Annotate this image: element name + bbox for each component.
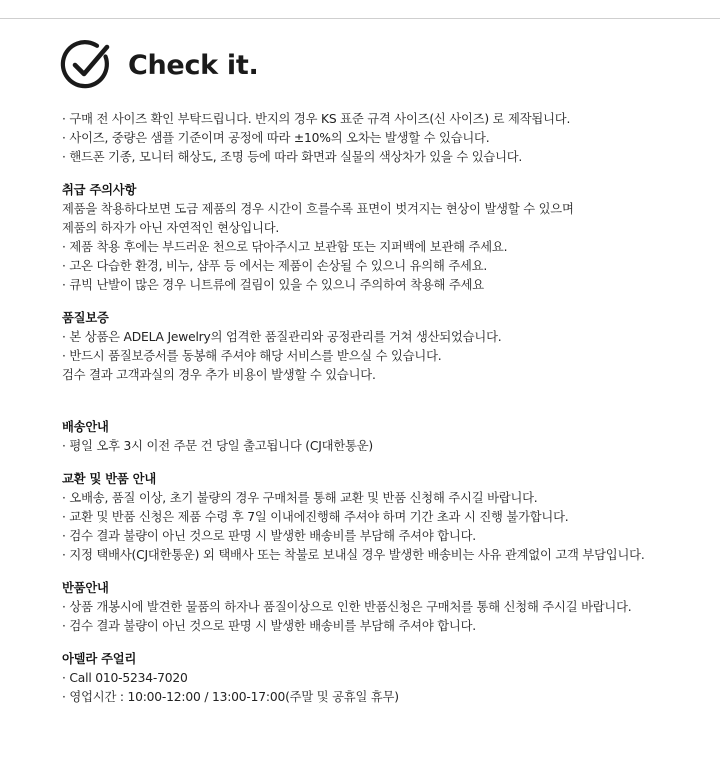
intro-line: · 구매 전 사이즈 확인 부탁드립니다. 반지의 경우 KS 표준 규격 사이즈(신 사이즈) 로 제작됩니다.	[62, 112, 571, 126]
section-line: · 오배송, 품질 이상, 초기 불량의 경우 구매처를 통해 교환 및 반품 신청해 주시길 바랍니다.	[62, 491, 538, 505]
section-line: 제품의 하자가 아닌 자연적인 현상입니다.	[62, 221, 280, 235]
section-title: 아델라 주얼리	[62, 652, 137, 666]
intro-notes	[62, 110, 712, 167]
quality-section	[62, 309, 712, 385]
section-title: 취급 주의사항	[62, 183, 137, 197]
return-section	[62, 579, 712, 636]
section-line: · 고온 다습한 환경, 비누, 샴푸 등 에서는 제품이 손상될 수 있으니 유의해 주세요.	[62, 259, 488, 273]
page-title: Check it.	[128, 49, 259, 81]
section-title: 품질보증	[62, 311, 109, 325]
section-line: 제품을 착용하다보면 도금 제품의 경우 시간이 흐를수록 표면이 벗겨지는 현상이 발생할 수 있으며	[62, 202, 574, 216]
section-line: · 교환 및 반품 신청은 제품 수령 후 7일 이내에진행해 주셔야 하며 기간 초과 시 진행 불가합니다.	[62, 510, 569, 524]
business-hours: · 영업시간 : 10:00-12:00 / 13:00-17:00(주말 및 공휴일 휴무)	[62, 690, 399, 704]
top-divider	[0, 18, 720, 19]
section-line: · 제품 착용 후에는 부드러운 천으로 닦아주시고 보관함 또는 지퍼백에 보관해 주세요.	[62, 240, 508, 254]
header	[60, 40, 258, 90]
section-line: · 반드시 품질보증서를 동봉해 주셔야 해당 서비스를 받으실 수 있습니다.	[62, 349, 442, 363]
handling-section	[62, 181, 712, 295]
shipping-section	[62, 418, 712, 456]
section-line: · 큐빅 난발이 많은 경우 니트류에 걸림이 있을 수 있으니 주의하여 착용해 주세요	[62, 278, 484, 292]
section-title: 배송안내	[62, 420, 109, 434]
section-line: · 검수 결과 불량이 아닌 것으로 판명 시 발생한 배송비를 부담해 주셔야 합니다.	[62, 619, 476, 633]
intro-line: · 사이즈, 중량은 샘플 기준이며 공정에 따라 ±10%의 오차는 발생할 수 있습니다.	[62, 131, 490, 145]
section-line: 검수 결과 고객과실의 경우 추가 비용이 발생할 수 있습니다.	[62, 368, 376, 382]
section-title: 반품안내	[62, 581, 109, 595]
contact-section	[62, 650, 712, 707]
section-line: · 평일 오후 3시 이전 주문 건 당일 출고됩니다 (CJ대한통운)	[62, 439, 373, 453]
notice-content	[62, 110, 712, 707]
contact-phone: · Call 010-5234-7020	[62, 671, 188, 685]
intro-line: · 핸드폰 기종, 모니터 해상도, 조명 등에 따라 화면과 실물의 색상차가 있을 수 있습니다.	[62, 150, 523, 164]
section-title: 교환 및 반품 안내	[62, 472, 156, 486]
section-line: · 상품 개봉시에 발견한 물품의 하자나 품질이상으로 인한 반품신청은 구매처를 통해 신청해 주시길 바랍니다.	[62, 600, 632, 614]
section-line: · 본 상품은 ADELA Jewelry의 엄격한 품질관리와 공정관리를 거쳐 생산되었습니다.	[62, 330, 502, 344]
section-line: · 지정 택배사(CJ대한통운) 외 택배사 또는 착불로 보내실 경우 발생한 배송비는 사유 관계없이 고객 부담입니다.	[62, 548, 645, 562]
section-line: · 검수 결과 불량이 아닌 것으로 판명 시 발생한 배송비를 부담해 주셔야 합니다.	[62, 529, 476, 543]
exchange-section	[62, 470, 712, 565]
check-circle-icon	[60, 39, 112, 91]
